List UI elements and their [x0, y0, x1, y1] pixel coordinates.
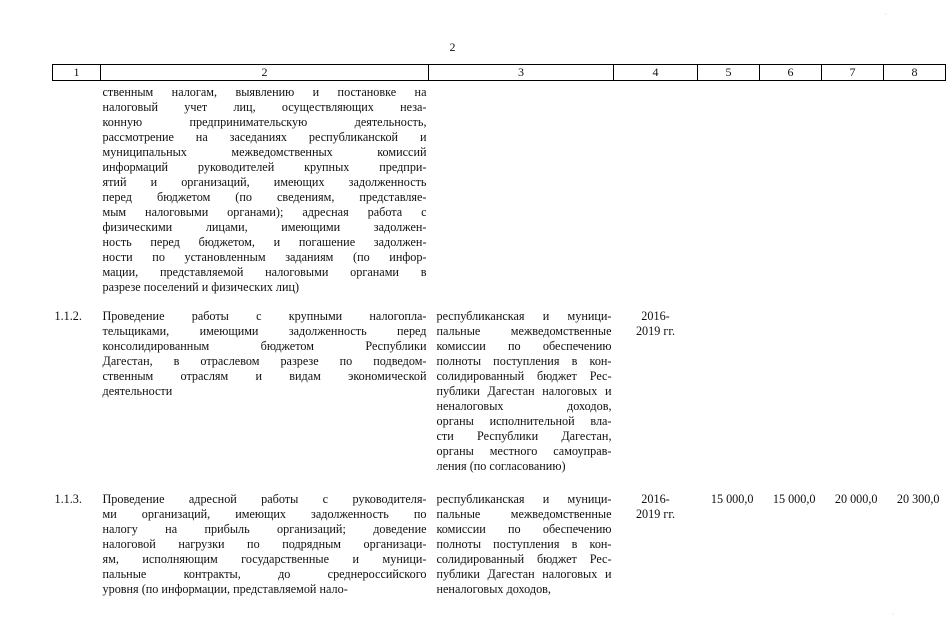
description-line: ми организаций, имеющих задолженность по [102, 507, 427, 521]
funding-v8: 20 300,0 [896, 492, 940, 506]
column-header: 1 [53, 65, 101, 81]
item-number: 1.1.2. [54, 309, 82, 323]
table-row [53, 301, 946, 480]
description-line: деятельности [102, 384, 173, 398]
description-line: муниципальных межведомственных комиссий [102, 145, 427, 159]
period-line: 2019 гг. [635, 324, 676, 338]
description-line: пальные контракты, до среднероссийского [102, 567, 427, 581]
executor-line: солидированный бюджет Рес- [436, 369, 612, 383]
description-line: перед бюджетом (по сведениям, представляе- [102, 190, 427, 204]
executor-line: органы местного самоуправ- [436, 444, 612, 458]
executor-line: публики Дагестан налоговых и [436, 384, 612, 398]
funding-v6 [760, 301, 822, 480]
executor-line: комиссии по обеспечению [436, 522, 612, 536]
description-line: ности по установленным заданиям (по инфор- [102, 250, 427, 264]
column-header: 6 [760, 65, 822, 81]
item-number: 1.1.3. [54, 492, 82, 506]
description-line: налоговой нагрузки по подрядным организаци- [102, 537, 427, 551]
executor-line: неналоговых доходов, [436, 399, 612, 413]
description-line: Проведение адресной работы с руководителя- [102, 492, 427, 506]
implementation-period [614, 301, 698, 480]
column-header: 8 [884, 65, 946, 81]
description-line: ственным отраслям и видам экономической [102, 369, 427, 383]
implementation-period [614, 480, 698, 603]
description-line: мации, представляемой налоговыми органами в [102, 265, 427, 279]
executor-line: пальные межведомственные [436, 324, 612, 338]
funding-v6: 15 000,0 [772, 492, 816, 506]
executor-line: солидированный бюджет Рес- [436, 552, 612, 566]
program-table [52, 64, 946, 603]
executor-line: полноты поступления в кон- [436, 537, 612, 551]
measure-description [101, 301, 429, 480]
executor-line: сти Республики Дагестан, [436, 429, 612, 443]
executor-line: органы исполнительной вла- [436, 414, 612, 428]
description-line: ятий и организаций, имеющих задолженность [102, 175, 427, 189]
executor-line: республиканская и муници- [436, 492, 612, 506]
measure-description [101, 480, 429, 603]
executor-line: неналоговых доходов, [436, 582, 551, 596]
description-line: ность перед бюджетом, и погашение задолжен- [102, 235, 427, 249]
description-line: конную предпринимательскую деятельность, [102, 115, 427, 129]
description-line: разрезе поселений и физических лиц) [102, 280, 300, 294]
description-line: Дагестан, в отраслевом разрезе по подведом- [102, 354, 427, 368]
funding-v8 [884, 301, 946, 480]
column-header: 4 [614, 65, 698, 81]
funding-v5 [698, 301, 760, 480]
scan-artifact: · [892, 612, 894, 618]
executors [429, 301, 614, 480]
funding-v6 [760, 81, 822, 302]
executors [429, 480, 614, 603]
funding-v5 [698, 81, 760, 302]
description-line: тельщиками, имеющими задолженность перед [102, 324, 427, 338]
executor-line: полноты поступления в кон- [436, 354, 612, 368]
period-line: 2016- [641, 492, 670, 506]
page-number: 2 [449, 40, 456, 54]
executors [429, 81, 614, 302]
table-row [53, 81, 946, 302]
description-line: консолидированным бюджетом Республики [102, 339, 427, 353]
column-header: 3 [429, 65, 614, 81]
scan-artifact: · [885, 12, 887, 18]
funding-v7: 20 000,0 [834, 492, 878, 506]
description-line: физическими лицами, имеющими задолжен- [102, 220, 427, 234]
executor-line: пальные межведомственные [436, 507, 612, 521]
table-row [53, 480, 946, 603]
funding-v5: 15 000,0 [710, 492, 754, 506]
measure-description [101, 81, 429, 302]
description-line: мым налоговыми органами); адресная работа с [102, 205, 427, 219]
period-line: 2019 гг. [635, 507, 676, 521]
executor-line: ления (по согласованию) [436, 459, 566, 473]
funding-v8 [884, 81, 946, 302]
funding-v7 [822, 301, 884, 480]
description-line: информаций руководителей крупных предпри- [102, 160, 427, 174]
description-line: ям, исполняющим государственные и муници- [102, 552, 427, 566]
description-line: рассмотрение на заседаниях республиканской и [102, 130, 427, 144]
column-number-header-row [53, 65, 946, 81]
column-header: 7 [822, 65, 884, 81]
executor-line: республиканская и муници- [436, 309, 612, 323]
executor-line: комиссии по обеспечению [436, 339, 612, 353]
description-line: ственным налогам, выявлению и постановке на [102, 85, 427, 99]
description-line: налогу на прибыль организаций; доведение [102, 522, 427, 536]
period-line: 2016- [641, 309, 670, 323]
description-line: уровня (по информации, представляемой нало- [102, 582, 348, 596]
description-line: налоговый учет лиц, осуществляющих неза- [102, 100, 427, 114]
column-header: 5 [698, 65, 760, 81]
executor-line: публики Дагестан налоговых и [436, 567, 612, 581]
implementation-period [614, 81, 698, 302]
column-header: 2 [101, 65, 429, 81]
funding-v7 [822, 81, 884, 302]
description-line: Проведение работы с крупными налогопла- [102, 309, 427, 323]
item-number [53, 81, 101, 302]
